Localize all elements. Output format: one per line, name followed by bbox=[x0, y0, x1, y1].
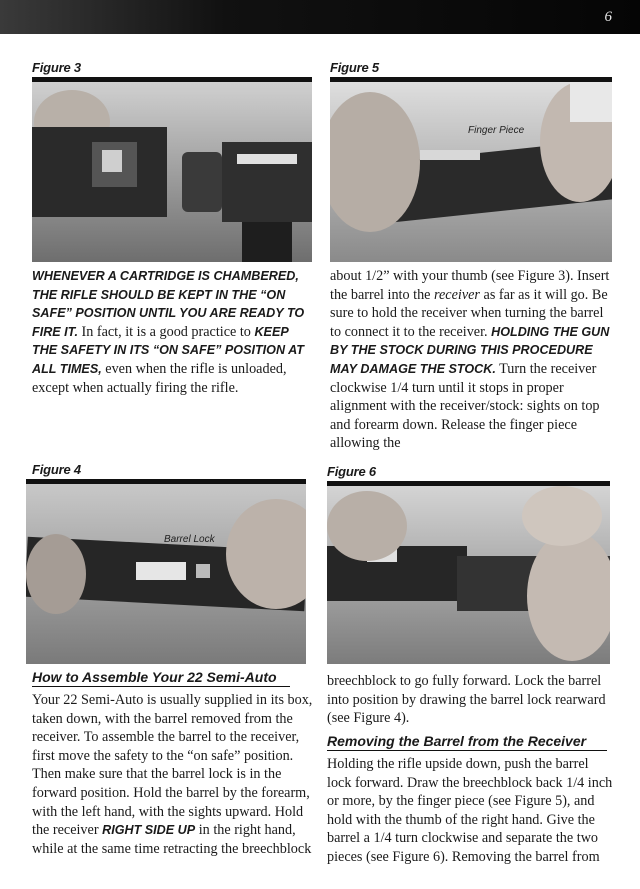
insert-barrel-paragraph bbox=[330, 267, 614, 453]
finger-piece-callout: Finger Piece bbox=[468, 125, 525, 136]
figure-6-illustration bbox=[327, 486, 610, 664]
safety-warning-paragraph bbox=[32, 267, 314, 397]
removing-heading: Removing the Barrel from the Receiver bbox=[327, 733, 607, 751]
figure-5-illustration bbox=[330, 82, 612, 262]
barrel-lock-callout: Barrel Lock bbox=[164, 534, 215, 545]
assemble-text-end: in the right hand, while at the same time retracting the breechblock bbox=[32, 822, 312, 857]
figure-4-illustration bbox=[26, 484, 306, 664]
figure-5-photo bbox=[330, 77, 612, 262]
stock-damage-emphasis: HOLDING THE GUN BY THE STOCK DURING THIS PROCEDURE MAY DAMAGE THE STOCK. bbox=[330, 324, 610, 376]
figure-3-photo bbox=[32, 77, 312, 262]
removing-paragraph: Holding the rifle upside down, push the barrel lock forward. Draw the breechblock back 1/4 inch or more, by the finger piece (see Figure 5), and hold with the thumb of the right hand. Give the barrel a 1/4 turn clockwise and separate the two pieces (see Figure 6). Removing the barrel from bbox=[327, 756, 613, 865]
figure-5-label: Figure 5 bbox=[330, 60, 379, 75]
page-number: 6 bbox=[604, 9, 612, 25]
assemble-heading: How to Assemble Your 22 Semi-Auto bbox=[32, 669, 290, 687]
page-header-bar bbox=[0, 0, 640, 34]
safety-warning-text-end: even when the rifle is unloaded, except when actually firing the rifle. bbox=[32, 360, 287, 396]
assemble-text: Your 22 Semi-Auto is usually supplied in its box, taken down, with the barrel removed from the receiver. To assemble the barrel to the receiver, first move the safety to the “on safe” position. Then make sure that the barrel lock is in the forward position. Hold the barrel by the forearm, with the left hand, with the sights upward. Hold the receiver bbox=[32, 692, 313, 839]
figure-3-illustration bbox=[32, 82, 312, 262]
figure-4-label: Figure 4 bbox=[32, 462, 81, 477]
safety-warning-emphasis: WHENEVER A CARTRIDGE IS CHAMBERED, THE RIFLE SHOULD BE KEPT IN THE “ON SAFE” POSITION UNTIL YOU ARE READY TO FIRE IT. bbox=[32, 269, 305, 339]
right-side-up-emphasis: RIGHT SIDE UP bbox=[102, 823, 196, 838]
figure-6-photo bbox=[327, 481, 610, 664]
insert-barrel-text: about 1/2” with your thumb (see Figure 3). Insert the barrel into the bbox=[330, 268, 610, 303]
figure-6-label: Figure 6 bbox=[327, 464, 376, 479]
insert-barrel-text-3: Turn the receiver clockwise 1/4 turn until it stops in proper alignment with the receiver/stock: sights on top and forearm down. Release the finger piece allowing the bbox=[330, 360, 600, 452]
insert-barrel-text-2: as far as it will go. Be sure to hold the receiver when turning the barrel to connect it to the receiver. bbox=[330, 286, 608, 340]
figure-3-label: Figure 3 bbox=[32, 60, 81, 75]
figure-4-photo bbox=[26, 479, 306, 664]
lock-barrel-paragraph: breechblock to go fully forward. Lock the barrel into position by drawing the barrel lock rearward (see Figure 4). bbox=[327, 673, 606, 727]
assemble-paragraph bbox=[32, 691, 314, 858]
safety-keep-emphasis: KEEP THE SAFETY IN ITS “ON SAFE” POSITION AT ALL TIMES, bbox=[32, 324, 304, 376]
safety-warning-text: In fact, it is a good practice to bbox=[77, 323, 255, 340]
receiver-italic: receiver bbox=[434, 286, 480, 303]
